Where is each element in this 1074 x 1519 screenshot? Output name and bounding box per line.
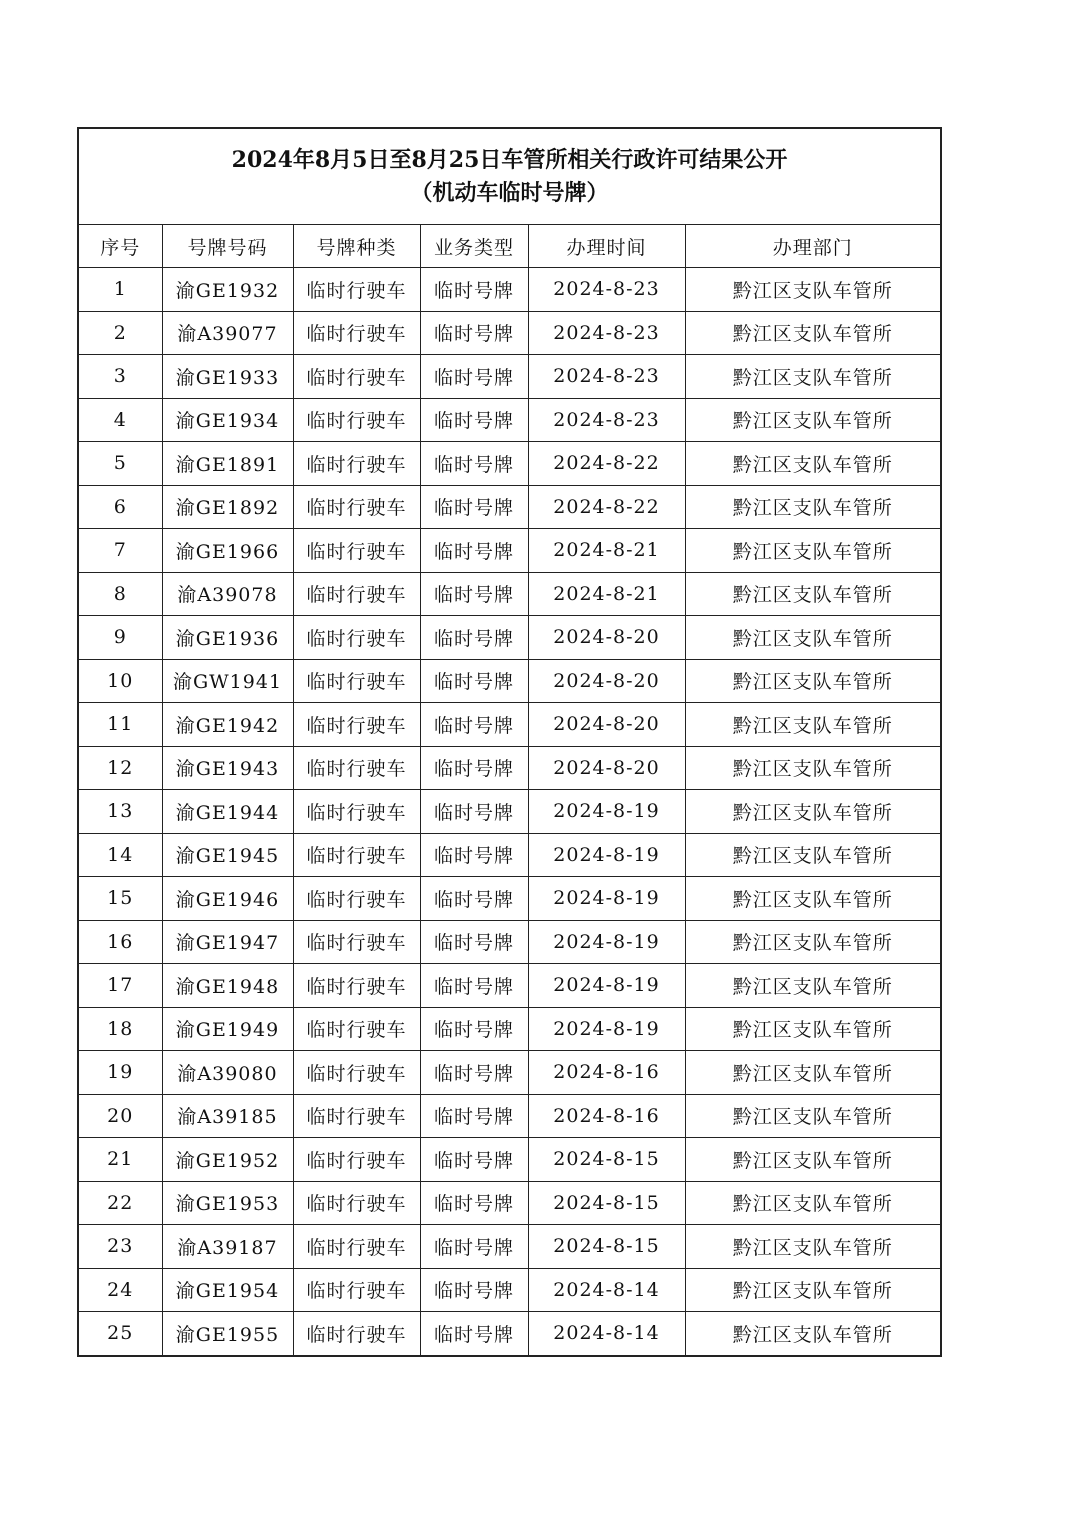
- cell-index: 7: [78, 529, 162, 573]
- title-line-1: 2024年8月5日至8月25日车管所相关行政许可结果公开: [231, 146, 788, 173]
- cell-department: 黔江区支队车管所: [685, 1051, 941, 1095]
- cell-plate-number: 渝GE1891: [162, 442, 293, 486]
- cell-index: 11: [78, 703, 162, 747]
- cell-index: 2: [78, 311, 162, 355]
- cell-department: 黔江区支队车管所: [685, 355, 941, 399]
- cell-index: 16: [78, 920, 162, 964]
- cell-plate-type: 临时行驶车: [293, 1007, 420, 1051]
- cell-process-date: 2024-8-23: [528, 268, 685, 312]
- cell-plate-number: 渝GE1947: [162, 920, 293, 964]
- cell-department: 黔江区支队车管所: [685, 616, 941, 660]
- cell-index: 12: [78, 746, 162, 790]
- cell-department: 黔江区支队车管所: [685, 790, 941, 834]
- cell-index: 19: [78, 1051, 162, 1095]
- cell-index: 6: [78, 485, 162, 529]
- column-header-row: [78, 225, 941, 268]
- cell-plate-number: 渝GE1952: [162, 1138, 293, 1182]
- table-row: [78, 833, 941, 877]
- cell-plate-type: 临时行驶车: [293, 529, 420, 573]
- cell-index: 23: [78, 1225, 162, 1269]
- cell-process-date: 2024-8-19: [528, 877, 685, 921]
- cell-business-type: 临时号牌: [420, 529, 528, 573]
- table-row: [78, 1007, 941, 1051]
- cell-department: 黔江区支队车管所: [685, 1225, 941, 1269]
- cell-department: 黔江区支队车管所: [685, 1094, 941, 1138]
- cell-plate-number: 渝GE1966: [162, 529, 293, 573]
- cell-business-type: 临时号牌: [420, 833, 528, 877]
- cell-business-type: 临时号牌: [420, 1051, 528, 1095]
- cell-department: 黔江区支队车管所: [685, 1268, 941, 1312]
- cell-plate-number: 渝GE1945: [162, 833, 293, 877]
- cell-business-type: 临时号牌: [420, 964, 528, 1008]
- cell-process-date: 2024-8-16: [528, 1094, 685, 1138]
- cell-business-type: 临时号牌: [420, 790, 528, 834]
- cell-plate-number: 渝GE1936: [162, 616, 293, 660]
- cell-plate-number: 渝A39187: [162, 1225, 293, 1269]
- cell-department: 黔江区支队车管所: [685, 442, 941, 486]
- cell-index: 13: [78, 790, 162, 834]
- table-row: [78, 572, 941, 616]
- cell-plate-number: 渝GE1946: [162, 877, 293, 921]
- cell-plate-type: 临时行驶车: [293, 877, 420, 921]
- table-body: [78, 268, 941, 1356]
- cell-business-type: 临时号牌: [420, 659, 528, 703]
- cell-index: 14: [78, 833, 162, 877]
- cell-plate-number: 渝GE1933: [162, 355, 293, 399]
- cell-department: 黔江区支队车管所: [685, 1312, 941, 1356]
- cell-department: 黔江区支队车管所: [685, 1138, 941, 1182]
- cell-index: 25: [78, 1312, 162, 1356]
- cell-business-type: 临时号牌: [420, 268, 528, 312]
- cell-business-type: 临时号牌: [420, 616, 528, 660]
- cell-plate-type: 临时行驶车: [293, 746, 420, 790]
- cell-department: 黔江区支队车管所: [685, 964, 941, 1008]
- cell-process-date: 2024-8-20: [528, 659, 685, 703]
- cell-process-date: 2024-8-22: [528, 485, 685, 529]
- table-row: [78, 398, 941, 442]
- cell-business-type: 临时号牌: [420, 1312, 528, 1356]
- cell-process-date: 2024-8-15: [528, 1181, 685, 1225]
- cell-business-type: 临时号牌: [420, 1181, 528, 1225]
- cell-process-date: 2024-8-19: [528, 920, 685, 964]
- cell-process-date: 2024-8-19: [528, 964, 685, 1008]
- cell-index: 8: [78, 572, 162, 616]
- table-row: [78, 877, 941, 921]
- col-header-plate-number: 号牌号码: [162, 225, 293, 268]
- cell-business-type: 临时号牌: [420, 1268, 528, 1312]
- cell-plate-type: 临时行驶车: [293, 268, 420, 312]
- cell-department: 黔江区支队车管所: [685, 529, 941, 573]
- title-line-2: （机动车临时号牌）: [410, 179, 609, 206]
- table-row: [78, 1312, 941, 1356]
- cell-business-type: 临时号牌: [420, 355, 528, 399]
- cell-process-date: 2024-8-14: [528, 1312, 685, 1356]
- cell-business-type: 临时号牌: [420, 311, 528, 355]
- cell-plate-number: 渝A39080: [162, 1051, 293, 1095]
- cell-business-type: 临时号牌: [420, 572, 528, 616]
- cell-process-date: 2024-8-15: [528, 1225, 685, 1269]
- table-row: [78, 920, 941, 964]
- cell-business-type: 临时号牌: [420, 442, 528, 486]
- cell-plate-type: 临时行驶车: [293, 659, 420, 703]
- cell-plate-type: 临时行驶车: [293, 485, 420, 529]
- cell-plate-type: 临时行驶车: [293, 964, 420, 1008]
- cell-plate-type: 临时行驶车: [293, 703, 420, 747]
- cell-department: 黔江区支队车管所: [685, 659, 941, 703]
- cell-process-date: 2024-8-14: [528, 1268, 685, 1312]
- cell-process-date: 2024-8-23: [528, 311, 685, 355]
- cell-business-type: 临时号牌: [420, 485, 528, 529]
- cell-process-date: 2024-8-20: [528, 616, 685, 660]
- cell-business-type: 临时号牌: [420, 920, 528, 964]
- table-row: [78, 485, 941, 529]
- table-row: [78, 616, 941, 660]
- cell-plate-number: 渝GW1941: [162, 659, 293, 703]
- document-sheet: [77, 127, 940, 1357]
- cell-plate-type: 临时行驶车: [293, 442, 420, 486]
- cell-index: 20: [78, 1094, 162, 1138]
- table-row: [78, 311, 941, 355]
- cell-plate-number: 渝GE1892: [162, 485, 293, 529]
- cell-plate-number: 渝A39185: [162, 1094, 293, 1138]
- table-row: [78, 529, 941, 573]
- cell-plate-number: 渝GE1954: [162, 1268, 293, 1312]
- cell-department: 黔江区支队车管所: [685, 485, 941, 529]
- table-row: [78, 355, 941, 399]
- cell-plate-type: 临时行驶车: [293, 1138, 420, 1182]
- table-row: [78, 1094, 941, 1138]
- cell-plate-type: 临时行驶车: [293, 790, 420, 834]
- cell-index: 15: [78, 877, 162, 921]
- cell-plate-number: 渝GE1932: [162, 268, 293, 312]
- cell-process-date: 2024-8-19: [528, 833, 685, 877]
- table-title: [78, 128, 941, 225]
- cell-plate-number: 渝GE1949: [162, 1007, 293, 1051]
- table-row: [78, 1181, 941, 1225]
- cell-department: 黔江区支队车管所: [685, 920, 941, 964]
- cell-index: 4: [78, 398, 162, 442]
- cell-index: 17: [78, 964, 162, 1008]
- table-row: [78, 964, 941, 1008]
- cell-department: 黔江区支队车管所: [685, 311, 941, 355]
- table-row: [78, 790, 941, 834]
- cell-business-type: 临时号牌: [420, 1138, 528, 1182]
- cell-department: 黔江区支队车管所: [685, 1181, 941, 1225]
- table-row: [78, 268, 941, 312]
- cell-index: 9: [78, 616, 162, 660]
- cell-plate-type: 临时行驶车: [293, 572, 420, 616]
- cell-department: 黔江区支队车管所: [685, 398, 941, 442]
- cell-plate-number: 渝GE1953: [162, 1181, 293, 1225]
- license-plate-table: [77, 127, 942, 1357]
- cell-plate-number: 渝A39078: [162, 572, 293, 616]
- cell-process-date: 2024-8-21: [528, 529, 685, 573]
- cell-plate-type: 临时行驶车: [293, 398, 420, 442]
- cell-business-type: 临时号牌: [420, 746, 528, 790]
- cell-plate-type: 临时行驶车: [293, 1268, 420, 1312]
- cell-department: 黔江区支队车管所: [685, 703, 941, 747]
- cell-index: 3: [78, 355, 162, 399]
- cell-index: 24: [78, 1268, 162, 1312]
- cell-business-type: 临时号牌: [420, 1094, 528, 1138]
- cell-process-date: 2024-8-19: [528, 790, 685, 834]
- cell-business-type: 临时号牌: [420, 703, 528, 747]
- table-row: [78, 1051, 941, 1095]
- cell-plate-type: 临时行驶车: [293, 1312, 420, 1356]
- cell-plate-type: 临时行驶车: [293, 1051, 420, 1095]
- cell-plate-number: 渝GE1943: [162, 746, 293, 790]
- col-header-process-date: 办理时间: [528, 225, 685, 268]
- cell-process-date: 2024-8-20: [528, 746, 685, 790]
- cell-plate-number: 渝A39077: [162, 311, 293, 355]
- cell-index: 22: [78, 1181, 162, 1225]
- cell-process-date: 2024-8-21: [528, 572, 685, 616]
- cell-process-date: 2024-8-23: [528, 398, 685, 442]
- cell-plate-number: 渝GE1948: [162, 964, 293, 1008]
- table-row: [78, 1225, 941, 1269]
- table-row: [78, 442, 941, 486]
- cell-plate-type: 临时行驶车: [293, 311, 420, 355]
- cell-business-type: 临时号牌: [420, 398, 528, 442]
- cell-department: 黔江区支队车管所: [685, 1007, 941, 1051]
- cell-business-type: 临时号牌: [420, 1007, 528, 1051]
- cell-process-date: 2024-8-19: [528, 1007, 685, 1051]
- cell-business-type: 临时号牌: [420, 877, 528, 921]
- cell-process-date: 2024-8-15: [528, 1138, 685, 1182]
- cell-department: 黔江区支队车管所: [685, 746, 941, 790]
- cell-plate-type: 临时行驶车: [293, 920, 420, 964]
- col-header-plate-type: 号牌种类: [293, 225, 420, 268]
- cell-plate-type: 临时行驶车: [293, 1094, 420, 1138]
- cell-process-date: 2024-8-23: [528, 355, 685, 399]
- cell-plate-type: 临时行驶车: [293, 833, 420, 877]
- cell-index: 5: [78, 442, 162, 486]
- cell-plate-number: 渝GE1942: [162, 703, 293, 747]
- cell-department: 黔江区支队车管所: [685, 268, 941, 312]
- cell-index: 1: [78, 268, 162, 312]
- table-row: [78, 746, 941, 790]
- table-row: [78, 659, 941, 703]
- cell-index: 21: [78, 1138, 162, 1182]
- table-row: [78, 1138, 941, 1182]
- table-row: [78, 1268, 941, 1312]
- col-header-business-type: 业务类型: [420, 225, 528, 268]
- cell-index: 18: [78, 1007, 162, 1051]
- cell-plate-type: 临时行驶车: [293, 616, 420, 660]
- cell-process-date: 2024-8-20: [528, 703, 685, 747]
- cell-business-type: 临时号牌: [420, 1225, 528, 1269]
- cell-plate-number: 渝GE1955: [162, 1312, 293, 1356]
- cell-department: 黔江区支队车管所: [685, 572, 941, 616]
- cell-process-date: 2024-8-16: [528, 1051, 685, 1095]
- cell-plate-type: 临时行驶车: [293, 1181, 420, 1225]
- cell-plate-number: 渝GE1934: [162, 398, 293, 442]
- cell-department: 黔江区支队车管所: [685, 877, 941, 921]
- cell-index: 10: [78, 659, 162, 703]
- col-header-index: 序号: [78, 225, 162, 268]
- cell-process-date: 2024-8-22: [528, 442, 685, 486]
- cell-department: 黔江区支队车管所: [685, 833, 941, 877]
- cell-plate-number: 渝GE1944: [162, 790, 293, 834]
- table-row: [78, 703, 941, 747]
- cell-plate-type: 临时行驶车: [293, 355, 420, 399]
- cell-plate-type: 临时行驶车: [293, 1225, 420, 1269]
- col-header-department: 办理部门: [685, 225, 941, 268]
